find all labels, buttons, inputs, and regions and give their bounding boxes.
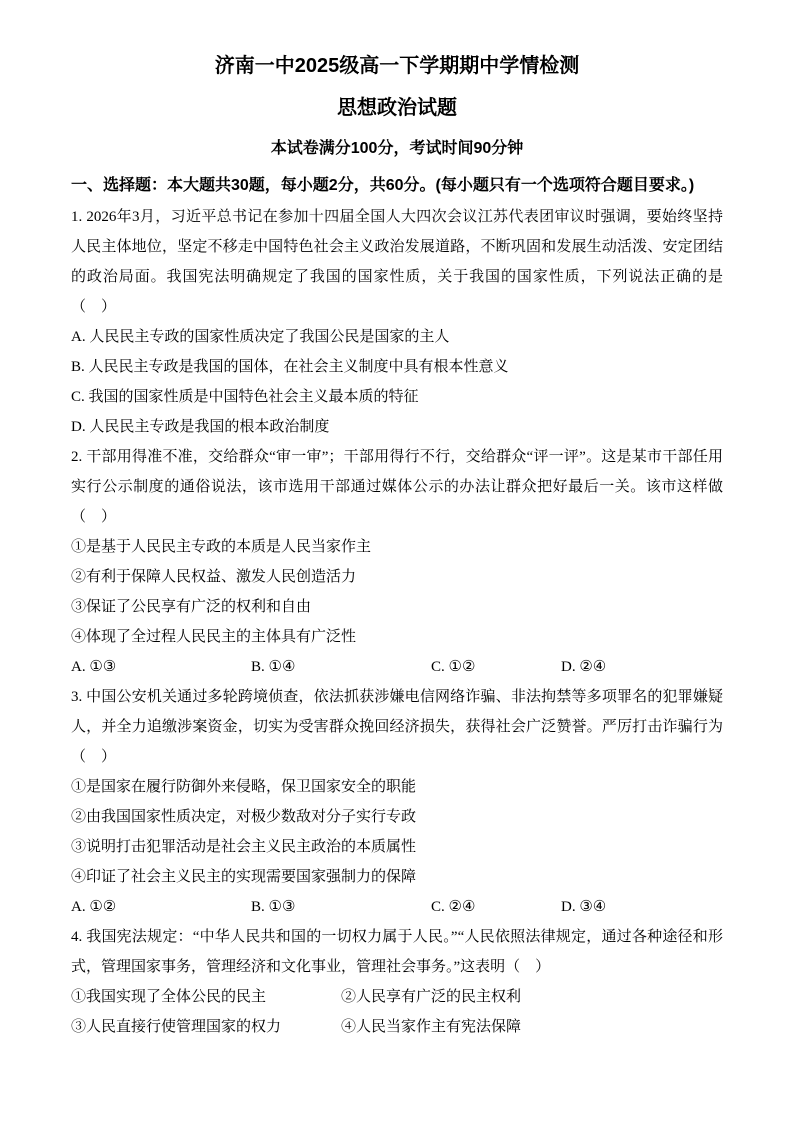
question-3-statement-2: ②由我国国家性质决定，对极少数敌对分子实行专政 — [71, 809, 417, 825]
question-3 — [71, 682, 723, 922]
question-4-statement-row-2 — [71, 1012, 723, 1042]
question-1-option-a: A. 人民民主专政的国家性质决定了我国公民是国家的主人 — [71, 329, 450, 345]
question-2-answer-row — [71, 652, 723, 682]
question-1-option-c: C. 我国的国家性质是中国特色社会主义最本质的特征 — [71, 389, 419, 405]
question-2-answer-b: B. ①④ — [251, 659, 296, 675]
question-3-answer-d: D. ③④ — [561, 899, 607, 915]
question-2 — [71, 442, 723, 682]
question-2-answer-d: D. ②④ — [561, 659, 607, 675]
exam-subject-title: 思想政治试题 — [337, 97, 457, 119]
question-4-statement-3: ③人民直接行使管理国家的权力 — [71, 1019, 282, 1035]
section-one-header: 一、选择题：本大题共30题，每小题2分，共60分。(每小题只有一个选项符合题目要求。) — [71, 177, 695, 194]
question-2-answer-a: A. ①③ — [71, 659, 117, 675]
question-3-answer-a: A. ①② — [71, 899, 117, 915]
question-1 — [71, 202, 723, 442]
question-4-statement-row-1 — [71, 982, 723, 1012]
question-3-answer-c: C. ②④ — [431, 899, 476, 915]
question-2-statement-3: ③保证了公民享有广泛的权利和自由 — [71, 599, 312, 615]
question-2-stem: 2. 干部用得准不准，交给群众“审一审”；干部用得行不行，交给群众“评一评”。这是某市干部任用实行公示制度的通俗说法，该市选用干部通过媒体公示的办法让群众把好最后一关。该市这样做（ ） — [71, 449, 723, 525]
question-3-stem: 3. 中国公安机关通过多轮跨境侦查，依法抓获涉嫌电信网络诈骗、非法拘禁等多项罪名的犯罪嫌疑人，并全力追缴涉案资金，切实为受害群众挽回经济损失，获得社会广泛赞誉。严厉打击诈骗行为（ ） — [71, 689, 723, 765]
question-4-statement-1: ①我国实现了全体公民的民主 — [71, 989, 267, 1005]
question-3-answer-b: B. ①③ — [251, 899, 296, 915]
question-2-statement-2: ②有利于保障人民权益、激发人民创造活力 — [71, 569, 357, 585]
question-3-answer-row — [71, 892, 723, 922]
exam-title: 济南一中2025级高一下学期期中学情检测 — [214, 55, 580, 77]
question-2-answer-c: C. ①② — [431, 659, 476, 675]
question-4-statement-2: ②人民享有广泛的民主权利 — [341, 989, 522, 1005]
question-1-option-d: D. 人民民主专政是我国的根本政治制度 — [71, 419, 330, 435]
question-4-stem: 4. 我国宪法规定：“中华人民共和国的一切权力属于人民。”“人民依照法律规定，通过各种途径和形式，管理国家事务，管理经济和文化事业，管理社会事务。”这表明（ ） — [71, 929, 723, 975]
question-2-statement-4: ④体现了全过程人民民主的主体具有广泛性 — [71, 629, 357, 645]
question-3-statement-4: ④印证了社会主义民主的实现需要国家强制力的保障 — [71, 869, 417, 885]
question-2-statement-1: ①是基于人民民主专政的本质是人民当家作主 — [71, 539, 372, 555]
question-3-statement-1: ①是国家在履行防御外来侵略，保卫国家安全的职能 — [71, 779, 417, 795]
question-3-statement-3: ③说明打击犯罪活动是社会主义民主政治的本质属性 — [71, 839, 417, 855]
question-1-stem: 1. 2026年3月，习近平总书记在参加十四届全国人大四次会议江苏代表团审议时强调，要始终坚持人民主体地位，坚定不移走中国特色社会主义政治发展道路，不断巩固和发展生动活泼、安定团结的政治局面。我国宪法明确规定了我国的国家性质，关于我国的国家性质，下列说法正确的是（ ） — [71, 209, 723, 315]
question-1-option-b: B. 人民民主专政是我国的国体，在社会主义制度中具有根本性意义 — [71, 359, 509, 375]
question-4-statement-4: ④人民当家作主有宪法保障 — [341, 1019, 522, 1035]
question-4 — [71, 922, 723, 1042]
exam-info: 本试卷满分100分，考试时间90分钟 — [270, 140, 524, 157]
